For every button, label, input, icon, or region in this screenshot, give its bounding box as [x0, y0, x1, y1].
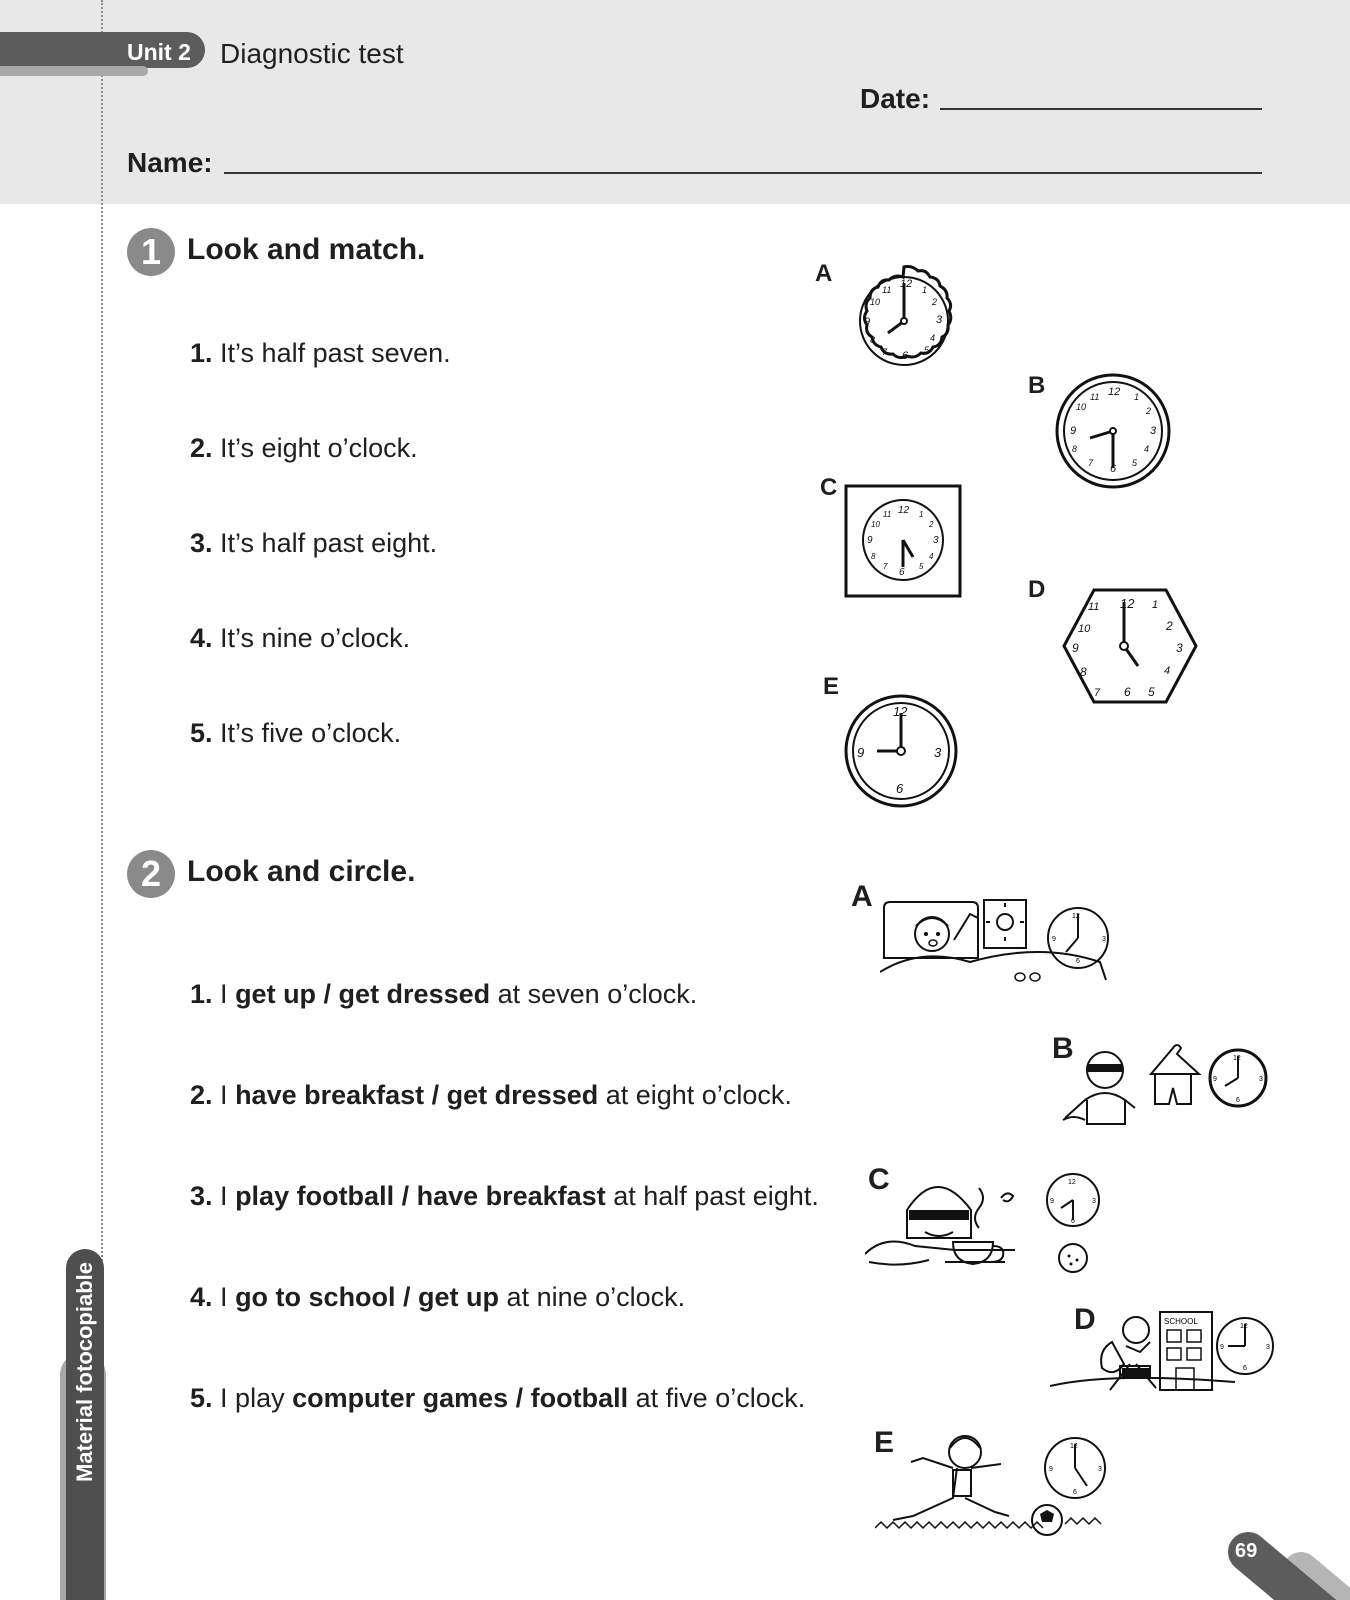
svg-text:11: 11	[882, 285, 892, 295]
svg-text:11: 11	[883, 510, 892, 519]
svg-text:4: 4	[929, 552, 934, 561]
page-number: 69	[1235, 1540, 1258, 1562]
item-text: It’s half past seven.	[220, 338, 451, 368]
picture-label-b: B	[1052, 1032, 1074, 1065]
photocopiable-label: Material fotocopiable	[72, 1261, 97, 1483]
svg-text:7: 7	[883, 562, 888, 571]
item-number: 1.	[190, 979, 213, 1009]
clock-label-c: C	[820, 474, 838, 501]
svg-text:5: 5	[919, 562, 924, 571]
svg-text:1: 1	[1152, 599, 1159, 611]
circle-options[interactable]: get up / get dressed	[235, 979, 491, 1009]
svg-text:6: 6	[1076, 958, 1080, 965]
svg-text:8: 8	[871, 552, 876, 561]
svg-text:3: 3	[1266, 1344, 1270, 1351]
item-text: It’s eight o’clock.	[220, 433, 418, 463]
item-pre: I	[220, 1080, 236, 1110]
svg-text:9: 9	[1049, 1466, 1053, 1473]
picture-label-e: E	[874, 1426, 895, 1459]
svg-text:9: 9	[864, 316, 871, 328]
svg-text:3: 3	[1098, 1466, 1102, 1473]
picture-label-d: D	[1074, 1303, 1096, 1336]
exercise-2-item-2	[190, 1080, 792, 1111]
item-pre: I	[220, 979, 236, 1009]
item-number: 3.	[190, 528, 213, 558]
svg-text:6: 6	[1110, 463, 1117, 475]
svg-text:12: 12	[1120, 596, 1135, 611]
svg-text:9: 9	[1220, 1344, 1224, 1351]
page-title: Diagnostic test	[220, 38, 404, 69]
clock-label-a: A	[815, 260, 833, 287]
item-number: 2.	[190, 433, 213, 463]
svg-text:12: 12	[900, 278, 913, 290]
item-text: It’s half past eight.	[220, 528, 438, 558]
date-field[interactable]	[940, 108, 1262, 110]
waking-up-picture-icon	[880, 892, 1110, 1004]
item-post: at eight o’clock.	[598, 1080, 792, 1110]
svg-text:7: 7	[1088, 458, 1094, 468]
svg-text:9: 9	[857, 745, 865, 760]
clock-label-b: B	[1028, 372, 1046, 399]
exercise-2-item-5	[190, 1383, 805, 1414]
svg-text:9: 9	[1213, 1076, 1217, 1083]
svg-text:4: 4	[1144, 444, 1150, 454]
name-field[interactable]	[224, 172, 1262, 174]
svg-text:7: 7	[882, 347, 888, 357]
having-breakfast-picture-icon	[865, 1170, 1100, 1282]
svg-text:8: 8	[1072, 444, 1078, 454]
svg-text:12: 12	[898, 505, 910, 516]
school-sign: SCHOOL	[1164, 1317, 1198, 1326]
item-number: 4.	[190, 1282, 213, 1312]
svg-text:12: 12	[1068, 1179, 1076, 1186]
clock-a-icon	[840, 263, 968, 383]
svg-text:3: 3	[933, 535, 939, 546]
unit-label: Unit 2	[127, 39, 191, 65]
svg-text:12: 12	[1072, 913, 1080, 920]
exercise-2-number: 2	[127, 850, 175, 898]
item-number: 4.	[190, 623, 213, 653]
item-pre: I play	[220, 1383, 293, 1413]
item-text: It’s nine o’clock.	[220, 623, 411, 653]
exercise-1-item-3	[190, 528, 437, 559]
item-post: at nine o’clock.	[499, 1282, 686, 1312]
svg-text:5: 5	[1132, 458, 1138, 468]
svg-text:1: 1	[922, 285, 928, 295]
going-to-school-picture-icon	[1050, 1306, 1275, 1416]
svg-text:1: 1	[919, 510, 924, 519]
circle-options[interactable]: computer games / football	[292, 1383, 629, 1413]
svg-text:12: 12	[1233, 1055, 1241, 1062]
svg-text:4: 4	[930, 333, 936, 343]
exercise-1-item-1	[190, 338, 451, 369]
svg-text:8: 8	[870, 335, 876, 345]
svg-text:9: 9	[1052, 936, 1056, 943]
svg-text:3: 3	[1092, 1198, 1096, 1205]
item-pre: I	[220, 1282, 236, 1312]
item-number: 3.	[190, 1181, 213, 1211]
svg-text:2: 2	[1146, 406, 1152, 416]
svg-text:7: 7	[1094, 687, 1101, 699]
date-label: Date:	[860, 83, 931, 114]
svg-text:6: 6	[902, 350, 909, 362]
exercise-2-item-4	[190, 1282, 685, 1313]
svg-text:5: 5	[924, 345, 930, 355]
svg-text:9: 9	[1070, 425, 1077, 437]
svg-text:6: 6	[1124, 685, 1131, 699]
svg-text:12: 12	[1240, 1323, 1248, 1330]
svg-text:10: 10	[1076, 402, 1087, 412]
svg-text:6: 6	[1073, 1489, 1077, 1496]
exercise-1-item-2	[190, 433, 418, 464]
item-number: 5.	[190, 718, 213, 748]
circle-options[interactable]: play football / have breakfast	[235, 1181, 606, 1211]
exercise-1-item-5	[190, 718, 401, 749]
svg-text:2: 2	[1166, 619, 1173, 633]
svg-text:1: 1	[1134, 392, 1140, 402]
exercise-2-item-3	[190, 1181, 819, 1212]
picture-label-a: A	[851, 880, 873, 913]
svg-text:5: 5	[1148, 685, 1155, 699]
svg-text:3: 3	[1150, 425, 1157, 437]
name-label: Name:	[127, 147, 213, 178]
picture-label-c: C	[868, 1163, 890, 1196]
item-post: at seven o’clock.	[490, 979, 698, 1009]
item-number: 1.	[190, 338, 213, 368]
item-number: 5.	[190, 1383, 213, 1413]
svg-text:11: 11	[1090, 392, 1100, 402]
svg-text:10: 10	[871, 520, 880, 529]
svg-text:6: 6	[1243, 1365, 1247, 1372]
svg-text:10: 10	[1078, 623, 1091, 635]
clock-label-d: D	[1028, 576, 1046, 603]
svg-text:11: 11	[1088, 601, 1100, 613]
clock-label-e: E	[823, 673, 840, 700]
item-pre: I	[220, 1181, 236, 1211]
svg-text:10: 10	[870, 297, 881, 307]
item-post: at five o’clock.	[628, 1383, 806, 1413]
svg-text:4: 4	[1164, 665, 1171, 677]
exercise-2-title: Look and circle.	[187, 855, 416, 888]
playing-football-picture-icon	[875, 1428, 1115, 1540]
clock-b-icon	[1054, 372, 1172, 490]
svg-text:2: 2	[929, 520, 934, 529]
getting-dressed-picture-icon	[1055, 1040, 1270, 1140]
clock-c-icon	[843, 483, 963, 599]
svg-text:6: 6	[896, 781, 904, 796]
exercise-1-title: Look and match.	[187, 233, 426, 266]
exercise-2-item-1	[190, 979, 697, 1010]
svg-text:9: 9	[1050, 1198, 1054, 1205]
svg-text:8: 8	[1080, 665, 1087, 679]
svg-text:3: 3	[1102, 936, 1106, 943]
svg-text:12: 12	[1108, 386, 1121, 398]
unit-tab-underbar	[0, 66, 148, 76]
svg-text:6: 6	[1071, 1218, 1075, 1225]
svg-text:3: 3	[1176, 641, 1183, 655]
svg-text:6: 6	[1236, 1097, 1240, 1104]
circle-options[interactable]: have breakfast / get dressed	[235, 1080, 599, 1110]
svg-text:3: 3	[936, 314, 943, 326]
svg-text:9: 9	[1072, 641, 1079, 655]
exercise-1-item-4	[190, 623, 410, 654]
circle-options[interactable]: go to school / get up	[235, 1282, 500, 1312]
svg-text:3: 3	[934, 745, 942, 760]
item-post: at half past eight.	[605, 1181, 819, 1211]
item-text: It’s five o’clock.	[220, 718, 402, 748]
clock-d-icon	[1058, 584, 1202, 708]
svg-text:9: 9	[867, 535, 873, 546]
svg-text:12: 12	[893, 704, 908, 719]
svg-text:12: 12	[1070, 1443, 1078, 1450]
item-number: 2.	[190, 1080, 213, 1110]
clock-e-icon	[843, 693, 959, 809]
svg-text:3: 3	[1259, 1076, 1263, 1083]
exercise-1-number: 1	[127, 228, 175, 276]
svg-text:6: 6	[899, 567, 905, 578]
svg-text:2: 2	[932, 297, 938, 307]
